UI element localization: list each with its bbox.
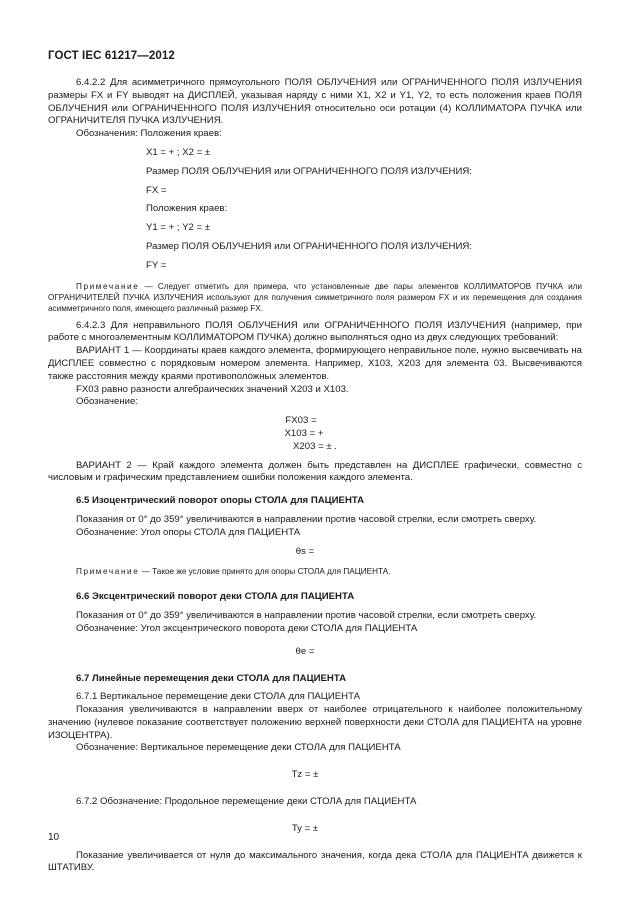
paragraph-6-4-2-3: 6.4.2.3 Для неправильного ПОЛЯ ОБЛУЧЕНИЯ или ОГРАНИЧЕННОГО ПОЛЯ ИЗЛУЧЕНИЯ (например, при работе с многоэлементным КОЛЛИМАТОРОМ ПУЧКА) должно выполняться одно из двух следующих требований: — [48, 319, 582, 344]
designation-6-7-1: Обозначение: Вертикальное перемещение деки СТОЛА для ПАЦИЕНТА — [76, 742, 401, 754]
paragraph-6-5: Показания от 0° до 359° увеличиваются в направлении против часовой стрелки, если смотреть сверху. — [76, 513, 537, 525]
heading-6-5: 6.5 Изоцентрический поворот опоры СТОЛА для ПАЦИЕНТА — [76, 495, 365, 507]
formula-x203: X203 = ± . — [293, 440, 337, 452]
designation-6-6: Обозначение: Угол эксцентрического поворота деки СТОЛА для ПАЦИЕНТА — [76, 622, 418, 634]
heading-6-6: 6.6 Эксцентрический поворот деки СТОЛА для ПАЦИЕНТА — [76, 591, 355, 603]
note-word: Примечание — [76, 281, 140, 291]
size-label-2: Размер ПОЛЯ ОБЛУЧЕНИЯ или ОГРАНИЧЕННОГО ПОЛЯ ИЗЛУЧЕНИЯ: — [146, 240, 472, 252]
variant-2: ВАРИАНТ 2 — Край каждого элемента должен быть представлен на ДИСПЛЕЕ графически, совместно с числовым и графическим представлением ошибки положения каждого элемента. — [48, 459, 582, 484]
subheading-6-7-2: 6.7.2 Обозначение: Продольное перемещение деки СТОЛА для ПАЦИЕНТА — [76, 796, 417, 808]
paragraph-6-6: Показания от 0° до 359° увеличиваются в направлении против часовой стрелки, если смотреть сверху. — [76, 610, 537, 622]
note-1-text: — Следует отметить для примера, что установленные две пары элементов КОЛЛИМАТОРОВ ПУЧКА или ОГРАНИЧИТЕЛЕЙ ПУЧКА ИЗЛУЧЕНИЯ используют для получения симметричного поля размером FX и их перемещения для создания асимметричного поля, имеющего различный размер FX. — [48, 281, 582, 313]
paragraph-6-4-2-2: 6.4.2.2 Для асимметричного прямоугольного ПОЛЯ ОБЛУЧЕНИЯ или ОГРАНИЧЕННОГО ПОЛЯ ИЗЛУЧЕНИЯ размеры FX и FY выводят на ДИСПЛЕЙ, указывая наряду с ними X1, X2 и Y1, Y2, то есть положения краев ПОЛЯ ОБЛУЧЕНИЯ или ОГРАНИЧЕННОГО ПОЛЯ ИЗЛУЧЕНИЯ относительно оси ротации (4) КОЛЛИМАТОРА ПУЧКА или ОГРАНИЧИТЕЛЯ ПУЧКА ИЗЛУЧЕНИЯ. — [48, 77, 582, 127]
size-label: Размер ПОЛЯ ОБЛУЧЕНИЯ или ОГРАНИЧЕННОГО ПОЛЯ ИЗЛУЧЕНИЯ: — [146, 165, 472, 177]
paragraph-6-7-1: Показания увеличиваются в направлении вверх от наиболее отрицательного к наиболее положительному значению (нулевое показание соответствует положению верхней поверхности деки СТОЛА для ПАЦИЕНТА на уровне ИЗОЦЕНТРА). — [48, 704, 582, 741]
formula-theta-e: θe = — [295, 645, 315, 657]
document-body — [48, 77, 582, 875]
paragraph-6-7-2: Показание увеличивается от нуля до максимального значения, когда дека СТОЛА для ПАЦИЕНТА движется к ШТАТИВУ. — [48, 849, 582, 874]
formula-theta-s: θs = — [295, 545, 315, 557]
designation-label: Обозначение: — [76, 396, 138, 408]
formula-x1-x2: X1 = + ; X2 = ± — [146, 146, 211, 158]
formula-fx: FX = — [146, 184, 167, 196]
formula-fy: FY = — [146, 259, 167, 271]
fx03-text: FX03 равно разности алгебраических значений X203 и X103. — [76, 383, 349, 395]
formula-ty: Ty = ± — [291, 822, 319, 834]
heading-6-7: 6.7 Линейные перемещения деки СТОЛА для ПАЦИЕНТА — [76, 672, 347, 684]
designation-6-5: Обозначение: Угол опоры СТОЛА для ПАЦИЕНТА — [76, 526, 301, 538]
note-2 — [48, 566, 582, 577]
formula-y1-y2: Y1 = + ; Y2 = ± — [146, 222, 211, 234]
edges-label: Положения краев: — [146, 203, 228, 215]
formula-x103: X103 = + — [284, 427, 324, 439]
note-word-2: Примечание — [76, 567, 140, 577]
subheading-6-7-1: 6.7.1 Вертикальное перемещение деки СТОЛА для ПАЦИЕНТА — [76, 691, 361, 703]
page-header: ГОСТ IEC 61217—2012 — [48, 50, 175, 62]
formula-tz: Tz = ± — [291, 769, 319, 781]
page-number: 10 — [48, 832, 60, 843]
formula-fx03: FX03 = — [285, 415, 317, 427]
variant-1: ВАРИАНТ 1 — Координаты краев каждого элемента, формирующего неправильное поле, нужно высвечивать на ДИСПЛЕЕ совместно с порядковым номером элемента. Например, X103, X203 для элемента 03. Высвечиваются также расстояния между краями противоположных элементов. — [48, 345, 582, 382]
note-2-text: — Такое же условие принято для опоры СТОЛА для ПАЦИЕНТА. — [141, 567, 391, 577]
note-1 — [48, 281, 582, 314]
designations-edges: Обозначения: Положения краев: — [76, 128, 222, 140]
